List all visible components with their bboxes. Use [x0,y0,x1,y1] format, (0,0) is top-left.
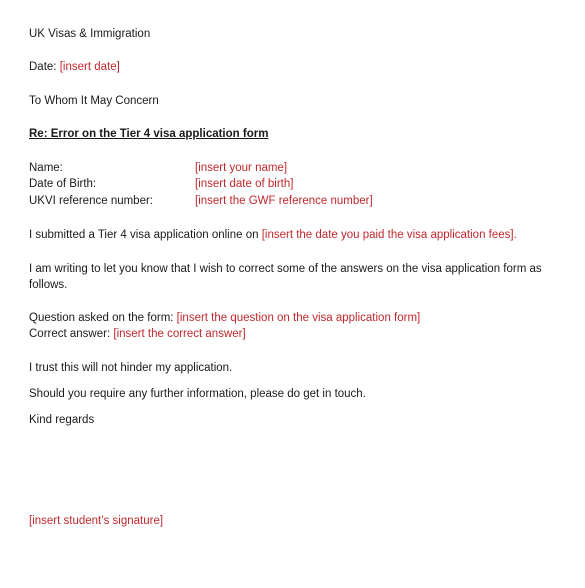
date-label: Date: [29,61,57,73]
answer-line [29,327,246,342]
question-placeholder: [insert the question on the visa application form] [176,312,421,324]
question-label: Question asked on the form: [29,312,174,324]
date-line [29,60,120,75]
detail-label-dob: Date of Birth: [29,178,97,190]
submitted-text: I submitted a Tier 4 visa application online on [29,229,259,241]
writing-paragraph: I am writing to let you know that I wish to correct some of the answers on the visa application form as follows. [29,263,542,291]
detail-value-name: [insert your name] [195,162,288,174]
submitted-placeholder: [insert the date you paid the visa application fees]. [261,229,517,241]
further-info-paragraph: Should you require any further information, please do get in touch. [29,388,366,400]
detail-label-reference: UKVI reference number: [29,195,154,207]
closing-line: Kind regards [29,414,95,426]
trust-paragraph: I trust this will not hinder my application. [29,362,233,374]
answer-label: Correct answer: [29,328,111,340]
salutation-line: To Whom It May Concern [29,95,159,107]
date-placeholder: [insert date] [59,61,120,73]
answer-placeholder: [insert the correct answer] [113,328,246,340]
detail-value-dob: [insert date of birth] [195,178,294,190]
submitted-paragraph [29,228,517,243]
question-line [29,311,420,326]
detail-value-reference: [insert the GWF reference number] [195,195,373,207]
subject-line: Re: Error on the Tier 4 visa application form [29,128,269,140]
detail-label-name: Name: [29,162,63,174]
sender-line: UK Visas & Immigration [29,28,151,40]
signature-placeholder: [insert student’s signature] [29,515,164,527]
